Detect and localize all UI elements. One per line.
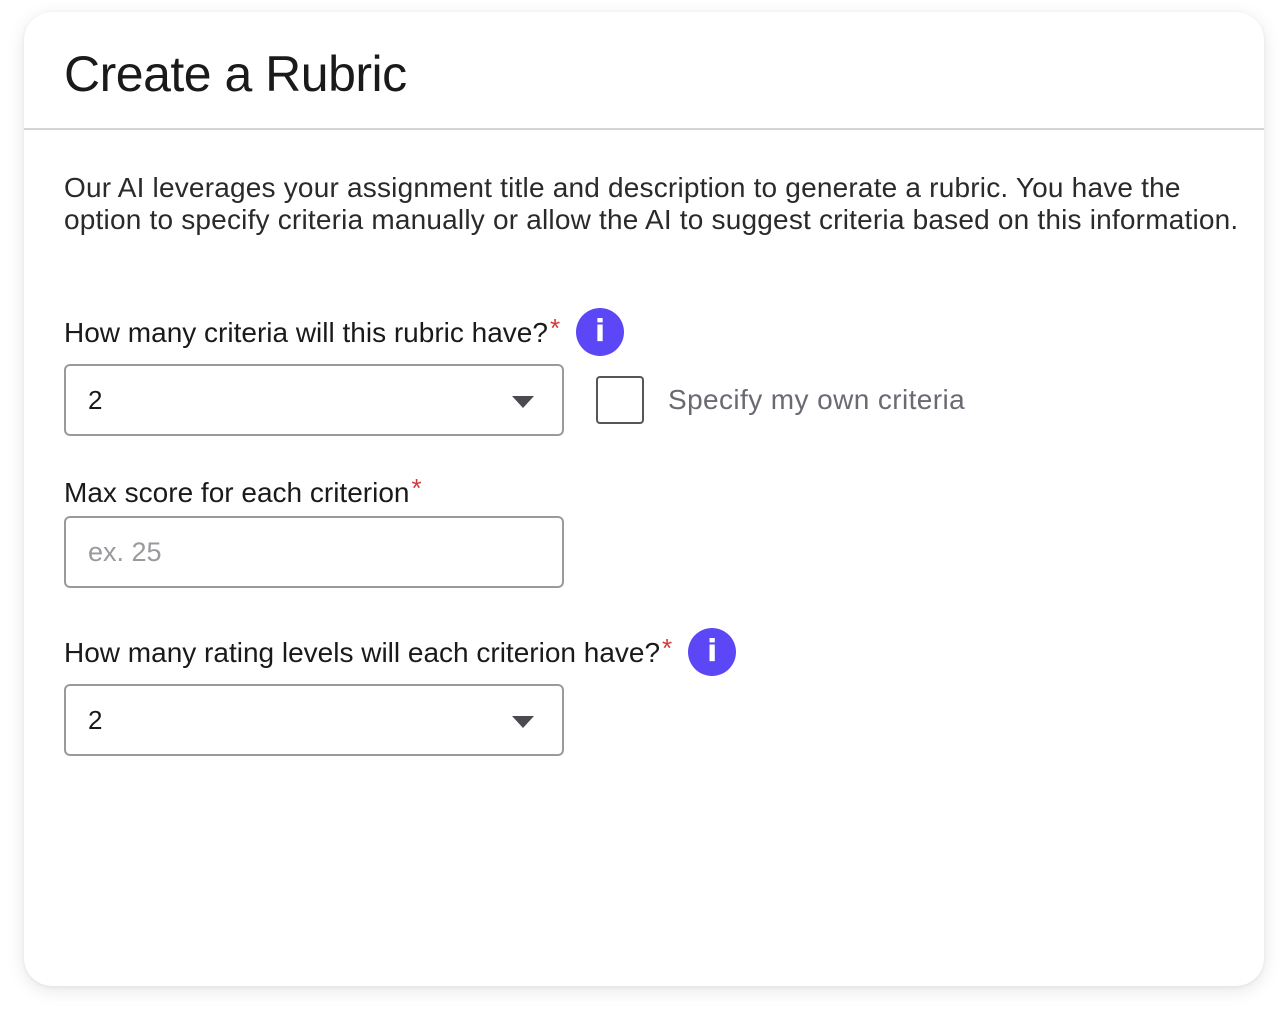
own-criteria-checkbox[interactable] — [596, 376, 644, 424]
max-score-label-row — [64, 473, 422, 510]
rating-levels-value: 2 — [88, 705, 103, 735]
own-criteria-option[interactable] — [596, 376, 965, 424]
rating-levels-label-row — [64, 633, 736, 676]
dialog-title: Create a Rubric — [64, 46, 407, 102]
max-score-input[interactable] — [64, 516, 564, 588]
rating-levels-select[interactable] — [64, 684, 564, 756]
info-icon[interactable]: i — [576, 308, 624, 356]
criteria-count-select[interactable] — [64, 364, 564, 436]
create-rubric-dialog — [24, 12, 1264, 986]
criteria-count-label-row — [64, 313, 624, 356]
info-icon[interactable]: i — [688, 628, 736, 676]
required-marker: * — [411, 473, 422, 503]
rating-levels-label: How many rating levels will each criterion have? — [64, 637, 661, 668]
required-marker: * — [662, 633, 673, 663]
criteria-count-label: How many criteria will this rubric have? — [64, 317, 548, 348]
chevron-down-icon — [512, 396, 534, 408]
dialog-description: Our AI leverages your assignment title and description to generate a rubric. You have the option to specify criteria manually or allow the AI to suggest criteria based on this information. — [64, 172, 1239, 235]
required-marker: * — [549, 313, 561, 343]
chevron-down-icon — [512, 716, 534, 728]
criteria-count-value: 2 — [88, 385, 103, 415]
own-criteria-label: Specify my own criteria — [668, 384, 966, 415]
max-score-label: Max score for each criterion — [64, 477, 410, 508]
dialog-header — [24, 12, 1264, 130]
